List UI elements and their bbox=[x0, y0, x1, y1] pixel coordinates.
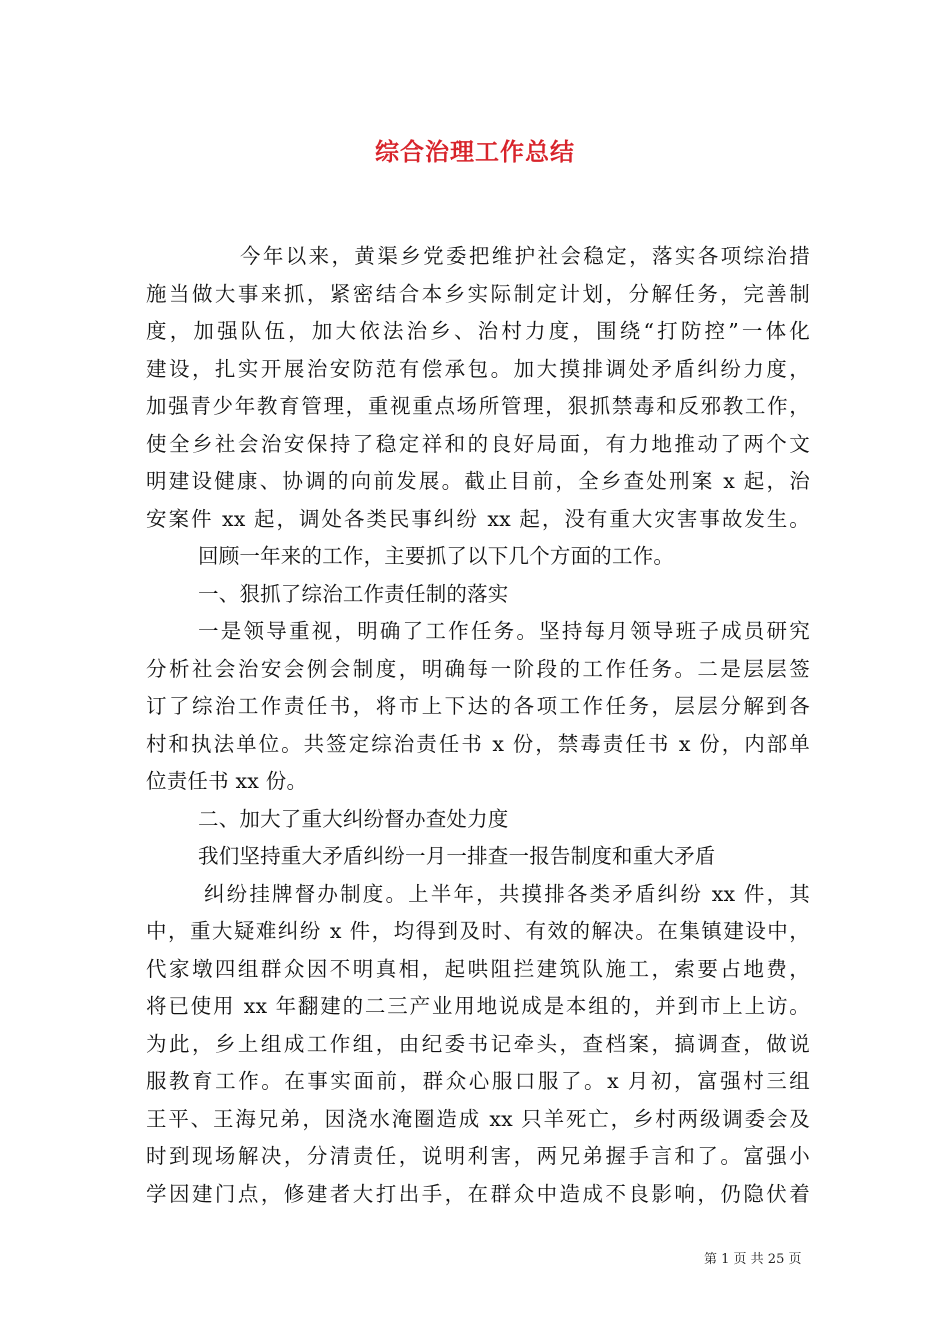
text-line: 服教育工作。在事实面前，群众心服口服了。x 月初，富强村三组 bbox=[146, 1069, 810, 1093]
text-line: 学因建门点，修建者大打出手，在群众中造成不良影响，仍隐伏着 bbox=[146, 1181, 810, 1206]
text-line: 时到现场解决，分清责任，说明利害，两兄弟握手言和了。富强小 bbox=[146, 1144, 810, 1168]
text-line: 加强青少年教育管理，重视重点场所管理，狠抓禁毒和反邪教工作， bbox=[146, 394, 810, 418]
document-title: 综合治理工作总结 bbox=[375, 137, 575, 166]
text-line: 安案件 xx 起，调处各类民事纠纷 xx 起，没有重大灾害事故发生。 bbox=[146, 506, 810, 531]
text-line: 为此，乡上组成工作组，由纪委书记牵头，查档案，搞调查，做说 bbox=[146, 1031, 810, 1056]
text-line: 代家墩四组群众因不明真相，起哄阻拦建筑队施工，索要占地费， bbox=[146, 956, 810, 981]
text-line: 订了综治工作责任书，将市上下达的各项工作任务，层层分解到各 bbox=[146, 694, 810, 718]
text-line: 中，重大疑难纠纷 x 件，均得到及时、有效的解决。在集镇建设中， bbox=[146, 919, 810, 943]
document-body bbox=[146, 238, 810, 1213]
section-heading: 一、狠抓了综治工作责任制的落实 bbox=[198, 581, 509, 606]
text-line: 回顾一年来的工作，主要抓了以下几个方面的工作。 bbox=[198, 544, 675, 568]
text-line: 位责任书 xx 份。 bbox=[146, 769, 308, 793]
text-line: 王平、王海兄弟，因浇水淹圈造成 xx 只羊死亡，乡村两级调委会及 bbox=[146, 1106, 810, 1131]
text-line: 我们坚持重大矛盾纠纷一月一排查一报告制度和重大矛盾 bbox=[198, 844, 716, 868]
text-line: 明建设健康、协调的向前发展。截止目前，全乡查处刑案 x 起，治 bbox=[146, 469, 810, 493]
text-line: 施当做大事来抓，紧密结合本乡实际制定计划，分解任务，完善制 bbox=[146, 281, 810, 306]
text-line: 纠纷挂牌督办制度。上半年，共摸排各类矛盾纠纷 xx 件，其 bbox=[204, 881, 810, 906]
text-line: 使全乡社会治安保持了稳定祥和的良好局面，有力地推动了两个文 bbox=[146, 431, 810, 456]
text-line: 分析社会治安会例会制度，明确每一阶段的工作任务。二是层层签 bbox=[146, 656, 810, 681]
text-line: 将已使用 xx 年翻建的二三产业用地说成是本组的，并到市上上访。 bbox=[146, 994, 810, 1018]
text-line: 今年以来，黄渠乡党委把维护社会稳定，落实各项综治措 bbox=[240, 244, 810, 268]
text-line: 一是领导重视，明确了工作任务。坚持每月领导班子成员研究 bbox=[198, 619, 810, 643]
page-number: 第 1 页 共 25 页 bbox=[704, 1252, 802, 1267]
section-heading: 二、加大了重大纠纷督办查处力度 bbox=[198, 806, 509, 831]
text-line: 度，加强队伍，加大依法治乡、治村力度，围绕“打防控”一体化 bbox=[146, 319, 810, 343]
text-line: 村和执法单位。共签定综治责任书 x 份，禁毒责任书 x 份，内部单 bbox=[146, 731, 810, 756]
text-line: 建设，扎实开展治安防范有偿承包。加大摸排调处矛盾纠纷力度， bbox=[146, 356, 810, 381]
